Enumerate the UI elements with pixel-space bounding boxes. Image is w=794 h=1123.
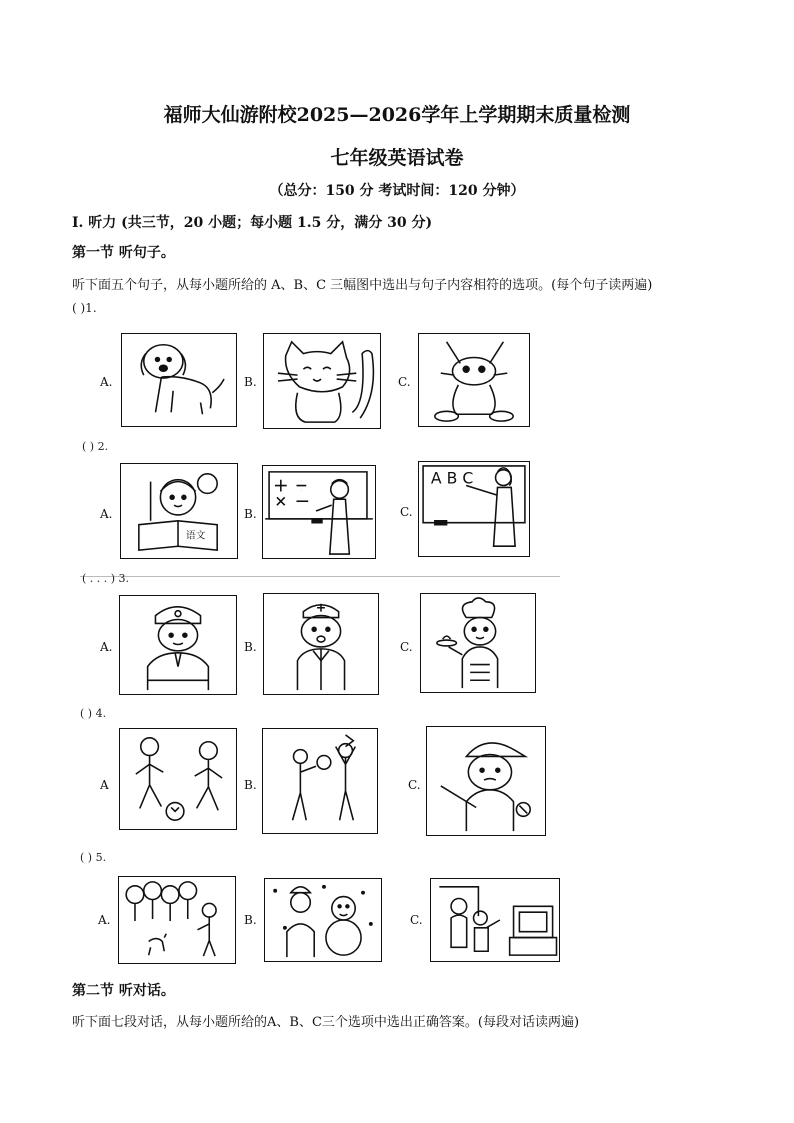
option-label-4c: C. <box>408 778 421 792</box>
math-teacher-picture <box>262 465 376 559</box>
scan-line <box>80 576 560 577</box>
section2-heading: 第二节 听对话。 <box>72 983 175 999</box>
cat-picture <box>263 333 381 429</box>
option-label-1a: A. <box>100 375 113 389</box>
section1-heading: 第一节 听句子。 <box>72 245 175 261</box>
option-label-3c: C. <box>400 640 413 654</box>
exam-title: 七年级英语试卷 <box>330 147 464 169</box>
option-label-5a: A. <box>98 913 111 927</box>
park-walk-picture <box>118 876 236 964</box>
dog-picture <box>121 333 237 427</box>
option-label-2b: B. <box>244 507 257 521</box>
option-label-1b: B. <box>244 375 257 389</box>
section2-instruction: 听下面七段对话，从每小题所给的A、B、C三个选项中选出正确答案。(每段对话读两遍) <box>72 1015 580 1030</box>
board-letters: A B C <box>430 468 474 488</box>
english-teacher-picture <box>418 461 530 557</box>
volleyball-picture <box>262 728 378 834</box>
option-label-5b: B. <box>244 913 257 927</box>
police-officer-picture <box>119 595 237 695</box>
doctor-picture <box>263 593 379 695</box>
option-label-4a: A <box>100 778 109 792</box>
option-label-2c: C. <box>400 505 413 519</box>
chef-picture <box>420 593 536 693</box>
score-info: （总分：150 分 考试时间：120 分钟） <box>269 183 525 199</box>
question-number-5: ( ) 5. <box>80 851 107 864</box>
option-label-5c: C. <box>410 913 423 927</box>
snowman-picture <box>264 878 382 962</box>
question-number-2: ( ) 2. <box>82 440 109 453</box>
rabbit-picture <box>418 333 530 427</box>
option-label-4b: B. <box>244 778 257 792</box>
part1-heading: Ⅰ. 听力 (共三节，20 小题；每小题 1.5 分，满分 30 分) <box>72 215 433 231</box>
student-reading-picture <box>120 463 238 559</box>
school-title: 福师大仙游附校2025—2026学年上学期期末质量检测 <box>163 104 631 126</box>
section1-instruction: 听下面五个句子，从每小题所给的 A、B、C 三幅图中选出与句子内容相符的选项。(每个句子读两遍) <box>72 278 653 293</box>
option-label-3a: A. <box>100 640 113 654</box>
option-label-2a: A. <box>100 507 113 521</box>
soccer-picture <box>119 728 237 830</box>
option-label-1c: C. <box>398 375 411 389</box>
textbook-label: 语文 <box>185 530 206 542</box>
question-number-4: ( ) 4. <box>80 707 107 720</box>
question-number-1: ( )1. <box>72 301 97 315</box>
baseball-picture <box>426 726 546 836</box>
watching-tv-picture <box>430 878 560 962</box>
question-number-3: ( . . . ) 3. <box>82 572 130 585</box>
option-label-3b: B. <box>244 640 257 654</box>
